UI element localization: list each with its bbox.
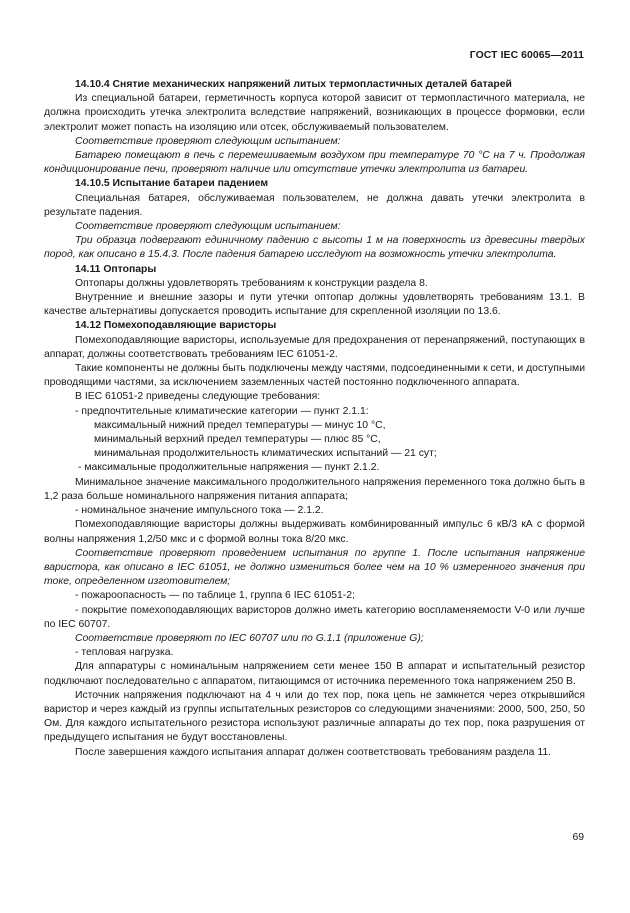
paragraph: В IEC 61051-2 приведены следующие требования:	[75, 391, 321, 403]
paragraph: После завершения каждого испытания аппарат должен соответствовать требованиям раздела 11.	[75, 746, 552, 758]
compliance-note: Соответствие проверяют по IEC 60707 или по G.1.1 (приложение G);	[75, 632, 424, 644]
list-item: - номинальное значение импульсного тока — 2.1.2.	[75, 505, 324, 517]
paragraph: Минимальное значение максимального продолжительного напряжения переменного тока должно быть в 1,2 раза больше номинального напряжения питания аппарата;	[44, 476, 585, 502]
compliance-note: Соответствие проверяют проведением испытания по группе 1. После испытания напряжение варистора, как описано в IEC 61051, не должно измениться более чем на 10 % измеренного значения при токе, определенном изготовителем;	[44, 547, 585, 588]
page-header-standard: ГОСТ IEC 60065—2011	[469, 50, 584, 61]
list-item: - пожароопасность — по таблице 1, группа 6 IEC 61051-2;	[75, 590, 355, 602]
paragraph: Из специальной батареи, герметичность корпуса которой зависит от термопластичного материала, не должна происходить утечка электролита вследствие напряжений, возникающих в процессе формовки, если электролит может попасть на изоляцию или отсек, обслуживаемый пользователем.	[44, 93, 585, 133]
paragraph: - покрытие помехоподавляющих варисторов должно иметь категорию воспламеняемости V-0 или лучше по IEC 60707.	[44, 604, 585, 630]
paragraph: Помехоподавляющие варисторы должны выдерживать комбинированный импульс 6 кВ/3 кА с формой волны напряжения 1,2/50 мкс и с формой волны тока 8/20 мкс.	[44, 519, 585, 545]
section-title-14-10-4: 14.10.4 Снятие механических напряжений литых термопластичных деталей батарей	[75, 79, 512, 90]
paragraph: Такие компоненты не должны быть подключены между частями, подсоединенными к сети, и доступными проводящими частями, за исключением заземленных частей постоянно подключенного аппарата.	[44, 363, 585, 389]
list-item: - тепловая нагрузка.	[75, 647, 174, 659]
compliance-note: Соответствие проверяют следующим испытанием:	[75, 221, 341, 233]
section-title-14-11: 14.11 Оптопары	[75, 263, 157, 275]
paragraph: Для аппаратуры с номинальным напряжением сети менее 150 В аппарат и испытательный резистор подключают последовательно с аппаратом, питающимся от источника переменного тока напряжением 250 В.	[44, 661, 585, 687]
section-title-14-12: 14.12 Помехоподавляющие варисторы	[75, 320, 277, 332]
section-title-14-10-5: 14.10.5 Испытание батареи падением	[75, 178, 269, 190]
list-subitem: максимальный нижний предел температуры — минус 10 °С,	[94, 419, 386, 431]
list-item: - предпочтительные климатические категории — пункт 2.1.1:	[75, 405, 369, 417]
test-description: Три образца подвергают единичному падению с высоты 1 м на поверхность из древесины твердых пород, как описано в 15.4.3. После падения батарею исследуют на возможность утечки электролита.	[44, 235, 585, 261]
compliance-note: Соответствие проверяют следующим испытанием:	[75, 135, 341, 147]
paragraph: Внутренние и внешние зазоры и пути утечки оптопар должны удовлетворять требованиям 13.1. В качестве альтернативы допускается проводить испытание для скрепленной изоляции по 13.6.	[44, 292, 585, 318]
paragraph: Специальная батарея, обслуживаемая пользователем, не должна давать утечки электролита в результате падения.	[44, 192, 585, 218]
paragraph: Помехоподавляющие варисторы, используемые для предохранения от перенапряжений, поступающих в аппарат, должны соответствовать требованиям IEC 61051-2.	[44, 334, 585, 360]
document-body	[44, 78, 585, 760]
paragraph: Оптопары должны удовлетворять требованиям к конструкции раздела 8.	[75, 277, 428, 289]
test-description: Батарею помещают в печь с перемешиваемым воздухом при температуре 70 °С на 7 ч. Продолжая кондиционирование печи, проверяют наличие или отсутствие утечки электролита из батареи.	[44, 150, 585, 176]
list-subitem: минимальная продолжительность климатических испытаний — 21 сут;	[94, 448, 437, 460]
page-number: 69	[572, 832, 584, 843]
paragraph: Источник напряжения подключают на 4 ч или до тех пор, пока цепь не замкнется через открывшийся варистор и через каждый из группы испытательных резисторов со следующими значениями: 2000, 500, 250, 50 Ом. Для каждого испытательного резистора используют различные аппараты до тех пор, пока разрушения от предыдущего испытания не будут восстановлены.	[44, 689, 585, 744]
list-subitem: минимальный верхний предел температуры — плюс 85 °С,	[94, 434, 381, 446]
list-item: - максимальные продолжительные напряжения — пункт 2.1.2.	[78, 462, 380, 474]
